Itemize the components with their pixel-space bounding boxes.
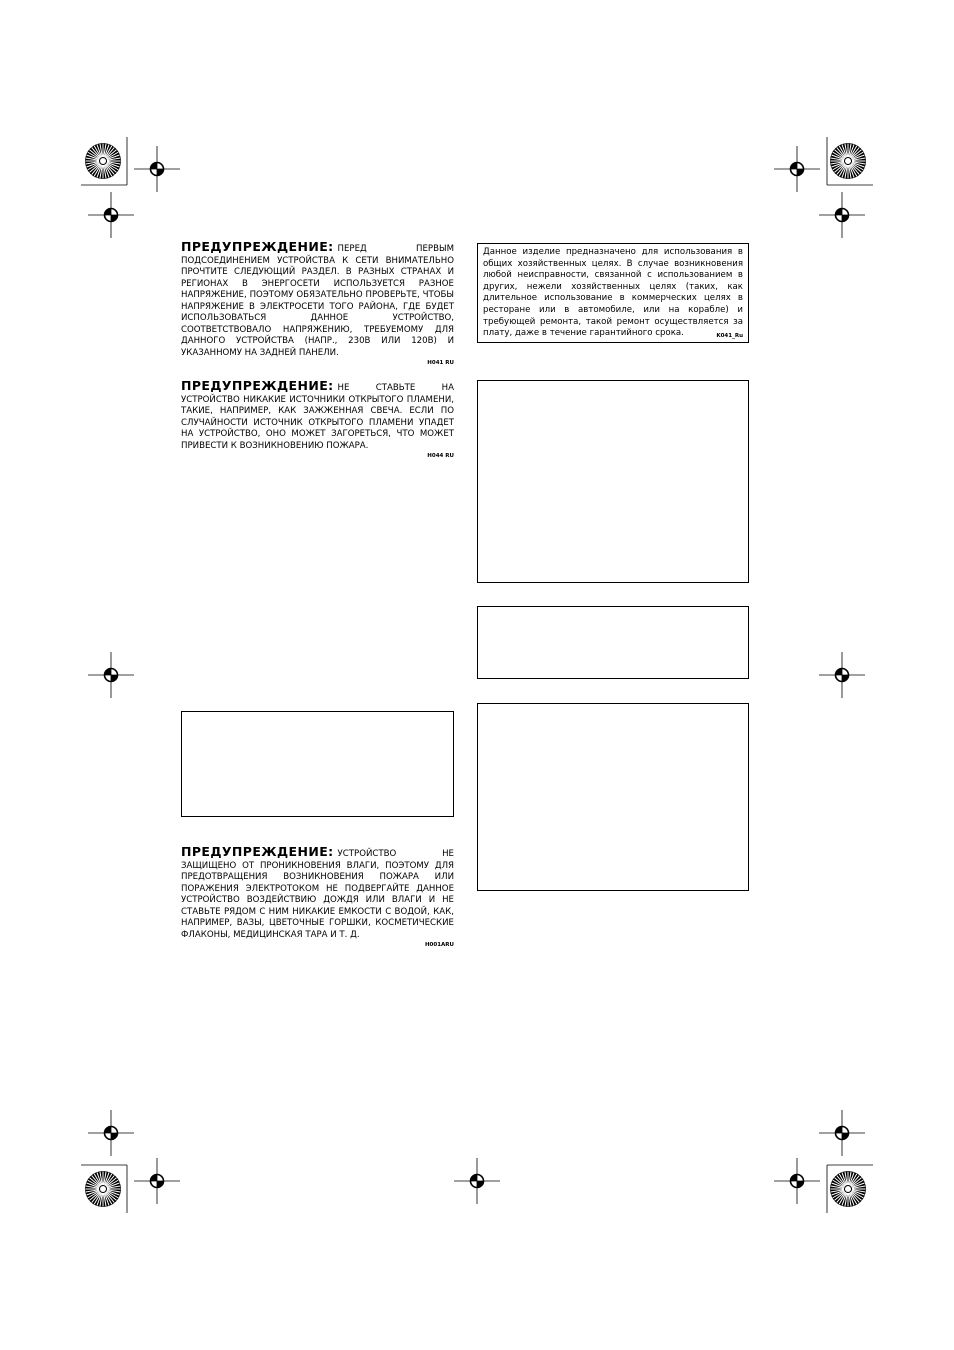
crosshair-mark-top-left-lower (88, 192, 134, 238)
crosshair-mark-bottom-right (774, 1158, 820, 1204)
empty-box-right-3 (477, 703, 749, 891)
household-use-notice (477, 243, 749, 343)
empty-box-left (181, 711, 454, 817)
power-voltage-warning (181, 241, 454, 367)
crosshair-mark-bottom-center (454, 1158, 500, 1204)
crosshair-mark-middle-left (88, 652, 134, 698)
warning-text: УСТРОЙСТВО НЕ ЗАЩИЩЕНО ОТ ПРОНИКНОВЕНИЯ ВЛАГИ, ПОЭТОМУ ДЛЯ ПРЕДОТВРАЩЕНИЯ ВОЗНИКНОВЕНИЯ ПОЖАРА ИЛИ ПОРАЖЕНИЯ ЭЛЕКТРОТОКОМ НЕ ПОДВЕРГАЙТЕ ДАННОЕ УСТРОЙСТВО ВОЗДЕЙСТВИЮ ДОЖДЯ ИЛИ ВЛАГИ И НЕ СТАВЬТЕ РЯДОМ С НИМ НИКАКИЕ ЕМКОСТИ С ВОДОЙ, КАК, НАПРИМЕР, ВАЗЫ, ЦВЕТОЧНЫЕ ГОРШКИ, КОСМЕТИЧЕСКИЕ ФЛАКОНЫ, МЕДИЦИНСКАЯ ТАРА И Т. Д. (181, 849, 454, 940)
document-code: H001ARU (424, 942, 454, 948)
open-flame-warning (181, 380, 454, 460)
warning-text: ПЕРЕД ПЕРВЫМ ПОДСОЕДИНЕНИЕМ УСТРОЙСТВА К СЕТИ ВНИМАТЕЛЬНО ПРОЧТИТЕ СЛЕДУЮЩИЙ РАЗДЕЛ. В РАЗНЫХ СТРАНАХ И РЕГИОНАХ В ЭНЕРГОСЕТИ ИСПОЛЬЗУЕТСЯ РАЗНОЕ НАПРЯЖЕНИЕ, ПОЭТОМУ ОБЯЗАТЕЛЬНО ПРОВЕРЬТЕ, ЧТОБЫ НАПРЯЖЕНИЕ В ЭЛЕКТРОСЕТИ ТОГО РАЙОНА, ГДЕ БУДЕТ ИСПОЛЬЗОВАТЬСЯ ДАННОЕ УСТРОЙСТВО, СООТВЕТСТВОВАЛО НАПРЯЖЕНИЮ, ТРЕБУЕМОМУ ДЛЯ ДАННОГО УСТРОЙСТВА (НАПР., 230В ИЛИ 120В) И УКАЗАННОМУ НА ЗАДНЕЙ ПАНЕЛИ. (181, 244, 454, 358)
document-code: H044 RU (427, 453, 454, 459)
crosshair-mark-top-right (774, 146, 820, 192)
crosshair-mark-top-right-lower (819, 192, 865, 238)
warning-heading: ПРЕДУПРЕЖДЕНИЕ: (181, 844, 334, 859)
crosshair-mark-bottom-right-upper (819, 1110, 865, 1156)
warning-heading: ПРЕДУПРЕЖДЕНИЕ: (181, 239, 334, 254)
notice-text: Данное изделие предназначено для использования в общих хозяйственных целях. В случае возникновения любой неисправности, связанной с использованием в других, нежели хозяйственных целях (таких, как длительное использование в коммерческих целях в ресторане или в автомобиле, или на корабле) и требующей ремонта, такой ремонт осуществляется за плату, даже в течение гарантийного срока. (483, 247, 743, 339)
empty-box-right-1 (477, 380, 749, 583)
crosshair-mark-top-left (134, 146, 180, 192)
crosshair-mark-bottom-left (134, 1158, 180, 1204)
document-code: H041 RU (427, 360, 454, 366)
document-code: K041_Ru (716, 332, 743, 339)
crosshair-mark-bottom-left-upper (88, 1110, 134, 1156)
moisture-warning (181, 846, 454, 949)
crosshair-mark-middle-right (819, 652, 865, 698)
warning-heading: ПРЕДУПРЕЖДЕНИЕ: (181, 378, 334, 393)
warning-text: НЕ СТАВЬТЕ НА УСТРОЙСТВО НИКАКИЕ ИСТОЧНИКИ ОТКРЫТОГО ПЛАМЕНИ, ТАКИЕ, НАПРИМЕР, КАК ЗАЖЖЕННАЯ СВЕЧА. ЕСЛИ ПО СЛУЧАЙНОСТИ ИСТОЧНИК ОТКРЫТОГО ПЛАМЕНИ УПАДЕТ НА УСТРОЙСТВО, ОНО МОЖЕТ ЗАГОРЕТЬСЯ, ЧТО МОЖЕТ ПРИВЕСТИ К ВОЗНИКНОВЕНИЮ ПОЖАРА. (181, 383, 454, 451)
empty-box-right-2 (477, 606, 749, 679)
